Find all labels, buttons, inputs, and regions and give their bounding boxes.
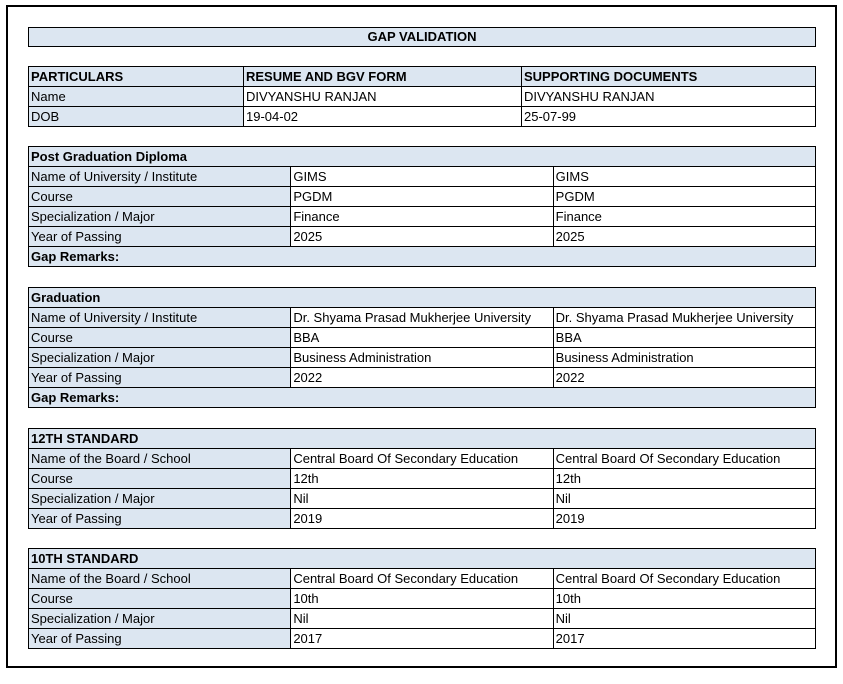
table-row — [29, 629, 816, 649]
row-label: Year of Passing — [29, 629, 291, 649]
page-title: GAP VALIDATION — [28, 27, 816, 47]
resume-value: Dr. Shyama Prasad Mukherjee University — [291, 308, 553, 328]
row-label: Specialization / Major — [29, 207, 291, 227]
resume-value: DIVYANSHU RANJAN — [244, 87, 522, 107]
section-header-row — [29, 429, 816, 449]
resume-value: Central Board Of Secondary Education — [291, 569, 553, 589]
table-row — [29, 449, 816, 469]
row-label: Name of the Board / School — [29, 449, 291, 469]
gap-remarks-label: Gap Remarks: — [29, 388, 816, 408]
docs-value: 2019 — [553, 509, 815, 529]
docs-value: 2022 — [553, 368, 815, 388]
column-header-row — [29, 67, 816, 87]
row-label: Year of Passing — [29, 227, 291, 247]
table-row — [29, 87, 816, 107]
docs-value: Finance — [553, 207, 815, 227]
docs-value: DIVYANSHU RANJAN — [522, 87, 816, 107]
graduation-table — [28, 287, 816, 408]
resume-value: 12th — [291, 469, 553, 489]
docs-value: 10th — [553, 589, 815, 609]
docs-value: Business Administration — [553, 348, 815, 368]
section-header-row — [29, 147, 816, 167]
resume-value: 2025 — [291, 227, 553, 247]
resume-value: 2022 — [291, 368, 553, 388]
twelfth-table — [28, 428, 816, 529]
resume-value: Nil — [291, 489, 553, 509]
row-label: Year of Passing — [29, 368, 291, 388]
resume-value: Nil — [291, 609, 553, 629]
gap-remarks-row — [29, 388, 816, 408]
resume-value: PGDM — [291, 187, 553, 207]
resume-value: 2017 — [291, 629, 553, 649]
table-row — [29, 167, 816, 187]
resume-value: Central Board Of Secondary Education — [291, 449, 553, 469]
row-label: Specialization / Major — [29, 609, 291, 629]
row-label: Name — [29, 87, 244, 107]
table-row — [29, 589, 816, 609]
table-row — [29, 489, 816, 509]
row-label: Specialization / Major — [29, 348, 291, 368]
row-label: DOB — [29, 107, 244, 127]
tenth-table — [28, 548, 816, 649]
docs-value: 12th — [553, 469, 815, 489]
table-row — [29, 187, 816, 207]
resume-value: GIMS — [291, 167, 553, 187]
section-title: Graduation — [29, 288, 816, 308]
gap-remarks-label: Gap Remarks: — [29, 247, 816, 267]
particulars-table — [28, 66, 816, 127]
row-label: Course — [29, 469, 291, 489]
section-title: 10TH STANDARD — [29, 549, 816, 569]
resume-value: 2019 — [291, 509, 553, 529]
table-row — [29, 368, 816, 388]
resume-value: 19-04-02 — [244, 107, 522, 127]
table-row — [29, 308, 816, 328]
col-header-resume: RESUME AND BGV FORM — [244, 67, 522, 87]
table-row — [29, 509, 816, 529]
section-header-row — [29, 549, 816, 569]
row-label: Course — [29, 187, 291, 207]
table-row — [29, 609, 816, 629]
section-title: 12TH STANDARD — [29, 429, 816, 449]
table-row — [29, 328, 816, 348]
docs-value: 25-07-99 — [522, 107, 816, 127]
docs-value: 2017 — [553, 629, 815, 649]
docs-value: Dr. Shyama Prasad Mukherjee University — [553, 308, 815, 328]
pgd-table — [28, 146, 816, 267]
resume-value: BBA — [291, 328, 553, 348]
section-title: Post Graduation Diploma — [29, 147, 816, 167]
docs-value: Central Board Of Secondary Education — [553, 569, 815, 589]
resume-value: Business Administration — [291, 348, 553, 368]
docs-value: Central Board Of Secondary Education — [553, 449, 815, 469]
docs-value: GIMS — [553, 167, 815, 187]
docs-value: BBA — [553, 328, 815, 348]
table-row — [29, 348, 816, 368]
row-label: Name of the Board / School — [29, 569, 291, 589]
section-header-row — [29, 288, 816, 308]
row-label: Course — [29, 328, 291, 348]
col-header-documents: SUPPORTING DOCUMENTS — [522, 67, 816, 87]
row-label: Name of University / Institute — [29, 167, 291, 187]
table-row — [29, 107, 816, 127]
row-label: Specialization / Major — [29, 489, 291, 509]
docs-value: Nil — [553, 609, 815, 629]
table-row — [29, 207, 816, 227]
table-row — [29, 469, 816, 489]
resume-value: 10th — [291, 589, 553, 609]
table-row — [29, 227, 816, 247]
row-label: Course — [29, 589, 291, 609]
docs-value: PGDM — [553, 187, 815, 207]
gap-remarks-row — [29, 247, 816, 267]
row-label: Year of Passing — [29, 509, 291, 529]
row-label: Name of University / Institute — [29, 308, 291, 328]
col-header-particulars: PARTICULARS — [29, 67, 244, 87]
docs-value: Nil — [553, 489, 815, 509]
resume-value: Finance — [291, 207, 553, 227]
docs-value: 2025 — [553, 227, 815, 247]
table-row — [29, 569, 816, 589]
